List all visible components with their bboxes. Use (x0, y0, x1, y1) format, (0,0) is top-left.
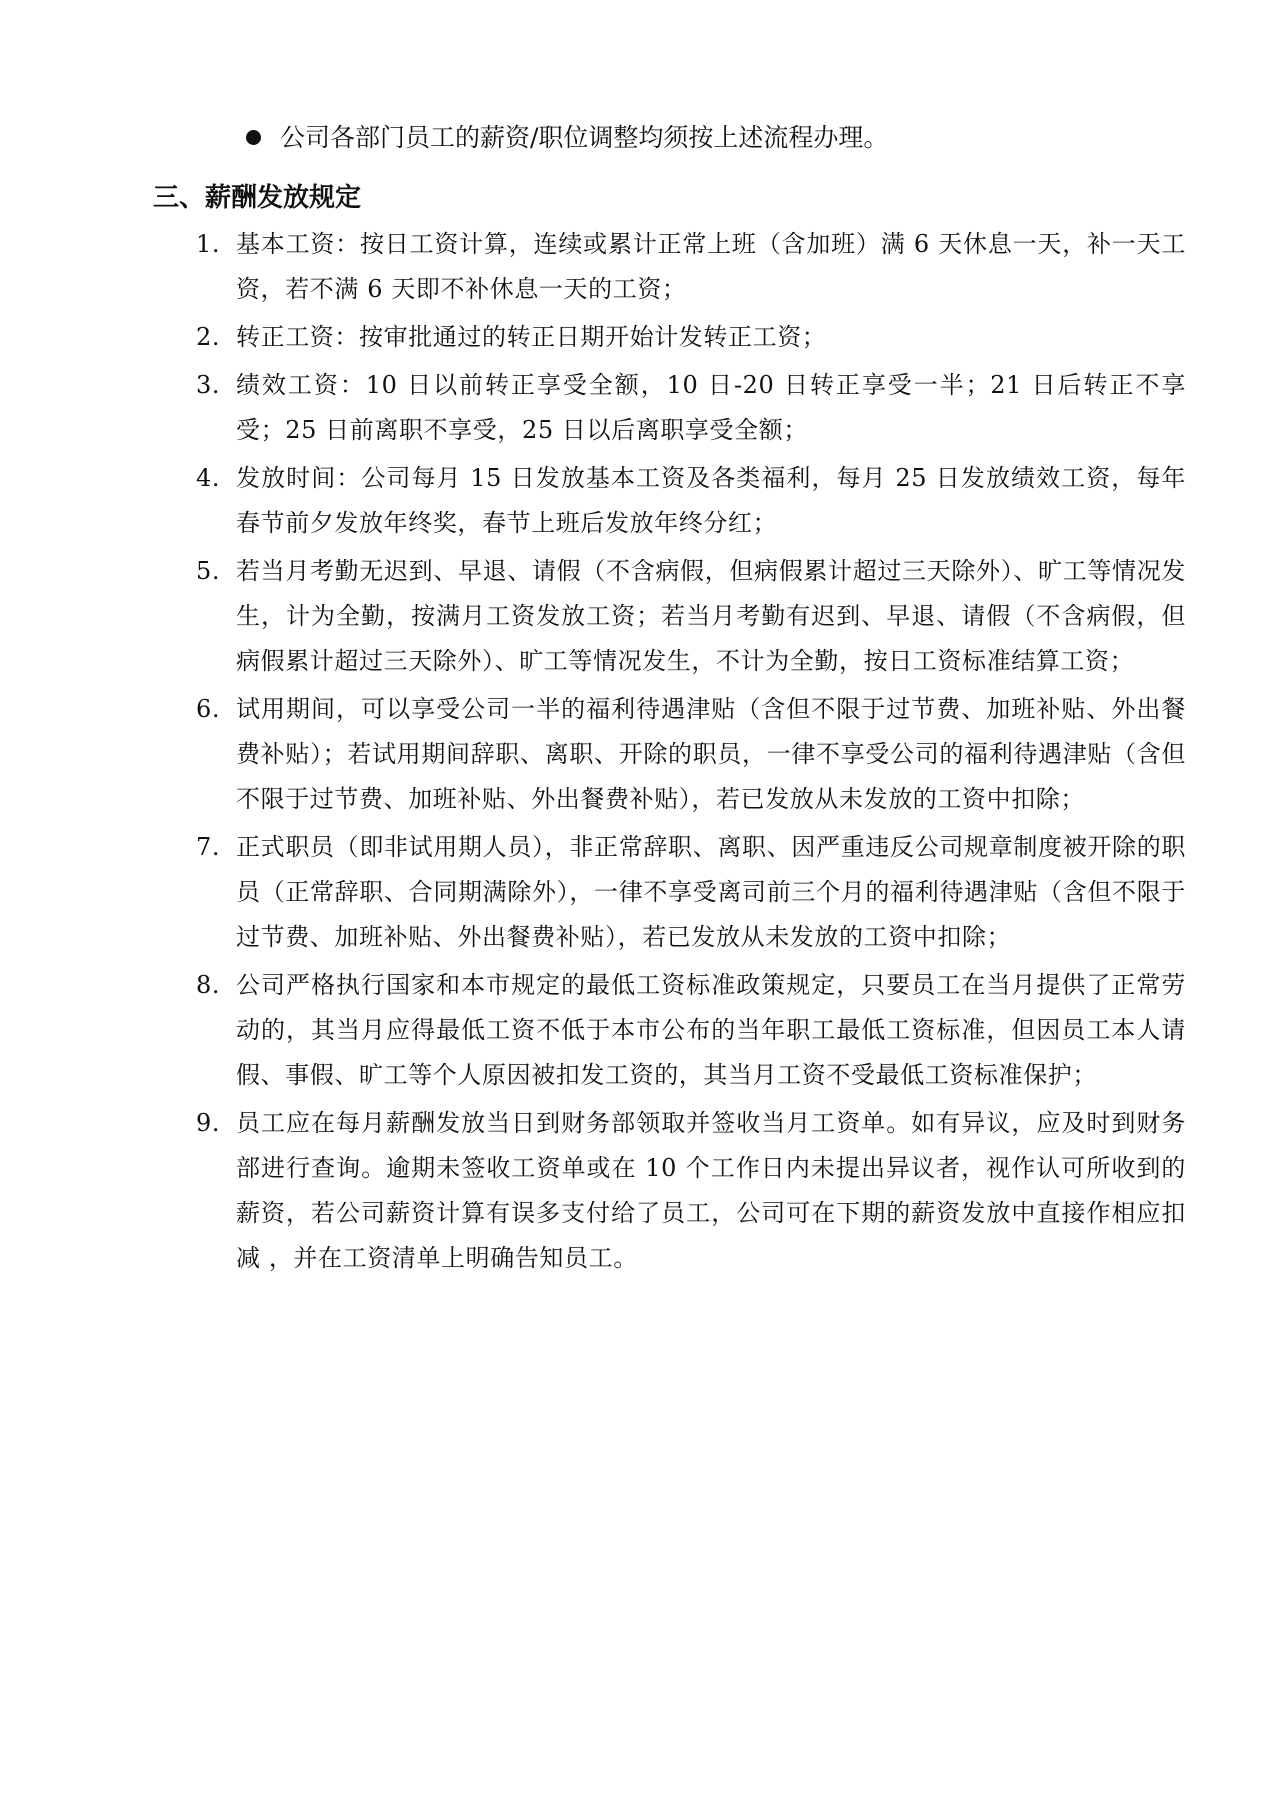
item-text: 公司严格执行国家和本市规定的最低工资标准政策规定，只要员工在当月提供了正常劳动的，其当月应得最低工资不低于本市公布的当年职工最低工资标准，但因员工本人请假、事假、旷工等个人原因被扣发工资的，其当月工资不受最低工资标准保护； (236, 971, 1186, 1089)
item-number: 3. (196, 371, 221, 399)
bullet-text: 公司各部门员工的薪资/职位调整均须按上述流程办理。 (280, 123, 889, 152)
item-text: 正式职员（即非试用期人员），非正常辞职、离职、因严重违反公司规章制度被开除的职员（正常辞职、合同期满除外），一律不享受离司前三个月的福利待遇津贴（含但不限于过节费、加班补贴、外出餐费补贴），若已发放从未发放的工资中扣除； (236, 833, 1186, 951)
item-text: 基本工资：按日工资计算，连续或累计正常上班（含加班）满 6 天休息一天，补一天工资，若不满 6 天即不补休息一天的工资； (236, 230, 1186, 303)
list-item (196, 363, 1186, 453)
item-text: 若当月考勤无迟到、早退、请假（不含病假，但病假累计超过三天除外）、旷工等情况发生，计为全勤，按满月工资发放工资；若当月考勤有迟到、早退、请假（不含病假，但病假累计超过三天除外）、旷工等情况发生，不计为全勤，按日工资标准结算工资； (236, 557, 1186, 675)
item-number: 4. (196, 464, 221, 492)
item-text: 员工应在每月薪酬发放当日到财务部领取并签收当月工资单。如有异议，应及时到财务部进行查询。逾期未签收工资单或在 10 个工作日内未提出异议者，视作认可所收到的薪资，若公司薪资计算有误多支付给了员工，公司可在下期的薪资发放中直接作相应扣减 ，并在工资清单上明确告知员工。 (236, 1109, 1186, 1272)
list-item (196, 315, 1186, 360)
item-number: 8. (196, 971, 221, 999)
item-text: 绩效工资：10 日以前转正享受全额，10 日-20 日转正享受一半；21 日后转正不享受；25 日前离职不享受，25 日以后离职享受全额； (236, 371, 1186, 444)
item-number: 6. (196, 695, 221, 723)
item-number: 9. (196, 1109, 221, 1137)
item-text: 转正工资：按审批通过的转正日期开始计发转正工资； (236, 323, 827, 351)
list-item (196, 549, 1186, 684)
item-text: 试用期间，可以享受公司一半的福利待遇津贴（含但不限于过节费、加班补贴、外出餐费补贴）；若试用期间辞职、离职、开除的职员，一律不享受公司的福利待遇津贴（含但不限于过节费、加班补贴、外出餐费补贴），若已发放从未发放的工资中扣除； (236, 695, 1186, 813)
section-heading: 三、薪酬发放规定 (153, 183, 362, 213)
bullet-dot-icon (246, 130, 261, 145)
list-item (196, 963, 1186, 1098)
item-number: 5. (196, 557, 221, 585)
item-number: 1. (196, 230, 221, 258)
list-item (196, 825, 1186, 960)
list-item (196, 456, 1186, 546)
item-number: 7. (196, 833, 221, 861)
item-text: 发放时间：公司每月 15 日发放基本工资及各类福利，每月 25 日发放绩效工资，每年春节前夕发放年终奖，春节上班后发放年终分红； (236, 464, 1186, 537)
list-item (196, 687, 1186, 822)
list-item (196, 222, 1186, 312)
list-item (196, 1101, 1186, 1281)
item-number: 2. (196, 323, 221, 351)
regulation-list (196, 222, 1186, 1284)
